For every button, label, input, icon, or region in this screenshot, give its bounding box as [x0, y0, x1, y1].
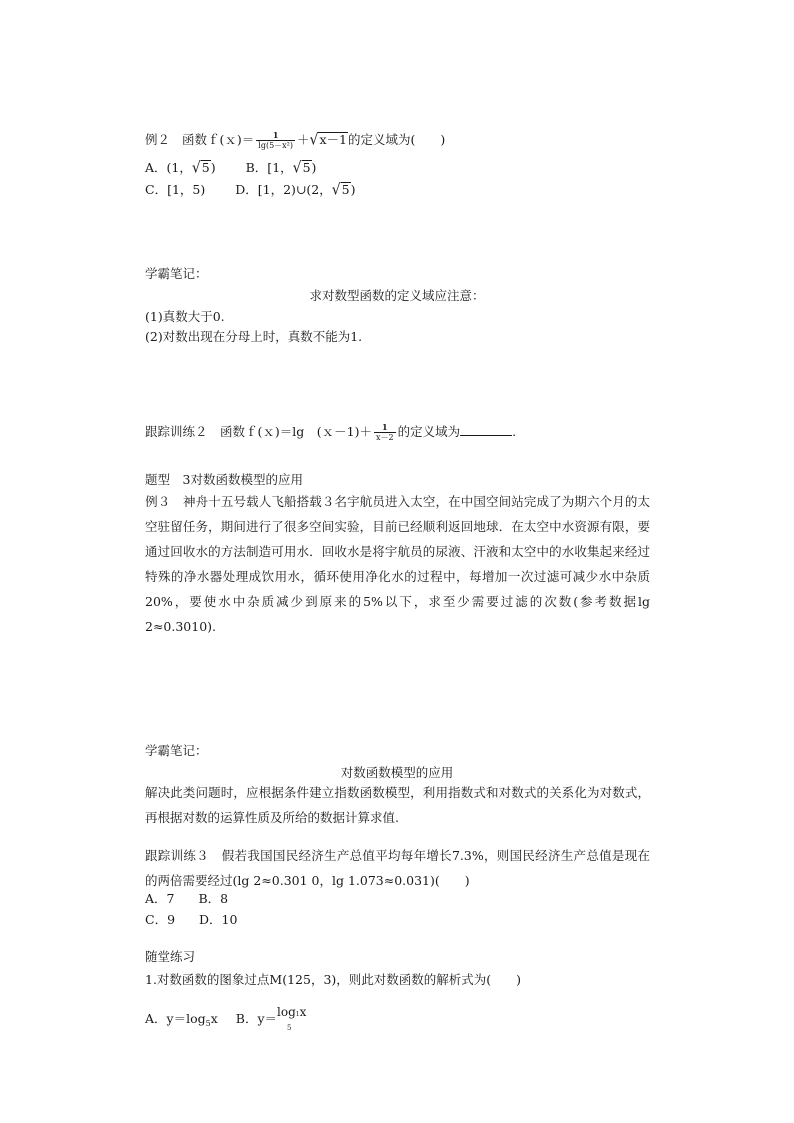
answer-blank: [460, 423, 512, 436]
track-3-options-cd: C．9 D．10: [145, 912, 238, 927]
type-3-heading: 题型 3对数函数模型的应用: [145, 472, 303, 487]
practice-q1-options: A．$y=\log_5x$ B．y＝ log1x 5: [145, 1010, 309, 1032]
example-2-options-ab: A．(1，√5) B．[1，√5): [145, 159, 317, 177]
note-heading: 学霸笔记：: [145, 743, 208, 758]
fraction: $\frac{1}{x-2}$: [375, 422, 394, 442]
practice-heading: 随堂练习: [145, 949, 196, 964]
track-exercise-3: 跟踪训练３ 假若我国国民经济生产总值平均每年增长7.3%，则国民经济生产总值是现在的两倍需要经过(lg 2≈0.301 0，lg 1.073≈0.031)( ): [145, 848, 650, 888]
track-exercise-2: 跟踪训练２ 函数ｆ(ｘ)＝lg (ｘ－1)＋ $\frac{1}{x-2}$ 的定义域为 .: [145, 422, 517, 442]
note-line-2: (2)对数出现在分母上时，真数不能为1.: [145, 329, 363, 344]
track-3-options-ab: A．7 B．8: [145, 891, 229, 906]
note-title: 求对数型函数的定义域应注意：: [309, 288, 485, 303]
note-title: 对数函数模型的应用: [340, 765, 454, 780]
note-line-1: (1)真数大于0.: [145, 309, 225, 324]
note-heading: 学霸笔记：: [145, 266, 208, 281]
example-2-options-cd: C．[1，5) D．[1，2)∪(2，√5): [145, 181, 356, 199]
fraction: $\frac{1}{\text{lg(5－x²)}}$: [258, 130, 294, 150]
example-3-text: 例３ 神舟十五号载人飞船搭载３名宇航员进入太空，在中国空间站完成了为期六个月的太空驻留任务，期间进行了很多空间实验，目前已经顺利返回地球．在太空中水资源有限，要通过回收水的方法制造可用水．回收水是将宇航员的尿液、汗液和太空中的水收集起来经过特殊的净水器处理成饮用水，循环使用净化水的过程中，每增加一次过滤可减少水中杂质20%，要使水中杂质减少到原来的5%以下，求至少需要过滤的次数(参考数据lg 2≈0.3010).: [145, 494, 650, 634]
log-expression: log1x 5: [277, 1005, 307, 1032]
example-2-question: 例２ 函数ｆ(ｘ)＝ $\frac{1}{\text{lg(5－x²)}}$ ＋√x－1的定义域为( ): [145, 130, 446, 150]
practice-question-1: 1.对数函数的图象过点M(125，3)，则此对数函数的解析式为( ): [145, 972, 522, 987]
example-2-label: 例２: [145, 132, 171, 147]
note-body: 解决此类问题时，应根据条件建立指数函数模型，利用指数式和对数式的关系化为对数式，再根据对数的运算性质及所给的数据计算求值.: [145, 785, 650, 825]
sqrt-expression: √x－1: [309, 131, 347, 149]
